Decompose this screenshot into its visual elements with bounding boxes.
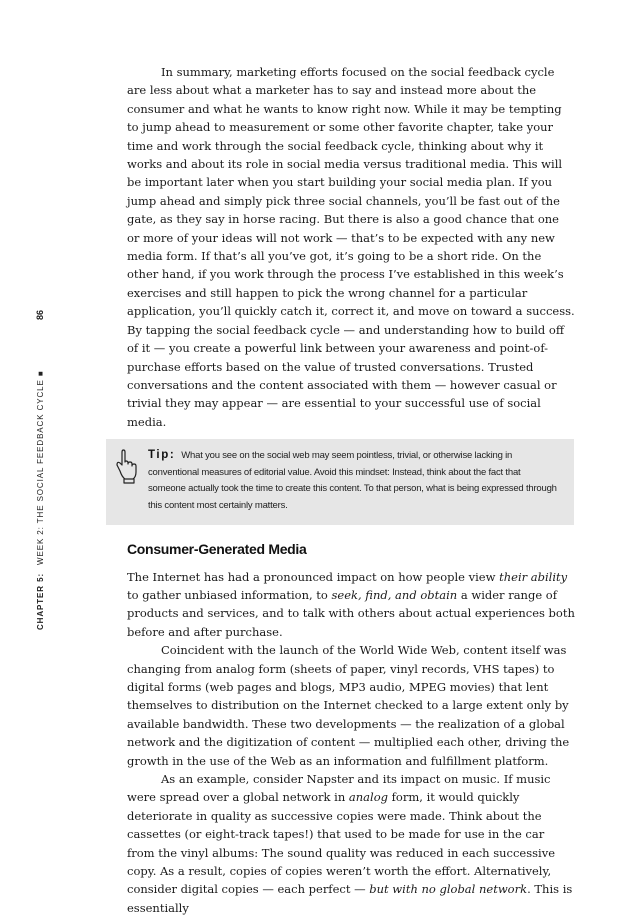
paragraph-digital-content: Coincident with the launch of the World Wide Web, content itself was changing from analog form (sheets of paper, vinyl records, VHS tapes) to digital forms (web pages and blogs, MP3 audio, MPEG movies) that lent themselves to distribution on the Internet checked to a large extent only by available bandwidth. These two developments — the realization of a global network and the digitization of content — multiplied each other, driving the growth in the use of the Web as an information and fulfillment platform. [127, 643, 570, 768]
paragraph-summary: In summary, marketing efforts focused on the social feedback cycle are less about what a marketer has to say and instead more about the consumer and what he wants to know right now. While it may be tempting to jump ahead to measurement or some other favorite chapter, take your time and work through the social feedback cycle, thinking about why it works and about its role in social media versus traditional media. This will be important later when you start building your social media plan. If you jump ahead and simply pick three social channels, you’ll be fast out of the gate, as they say in horse racing. But there is also a good chance that one or more of your ideas will not work — that’s to be expected with any new media form. If that’s all you’ve got, it’s going to be a short ride. On the other hand, if you work through the process I’ve established in this week’s exercises and still happen to pick the wrong channel for a particular application, you’ll quickly catch it, correct it, and move on toward a success. By tapping the social feedback cycle — and understanding how to build off of it — you create a powerful link between your awareness and point-of-purchase efforts based on the value of trusted conversations. Trusted conversations and the content associated with them — however casual or trivial they may appear — are essential to your successful use of social media. [127, 65, 575, 429]
page-body [127, 63, 575, 917]
running-head [29, 310, 51, 630]
tip-text: What you see on the social web may seem pointless, trivial, or otherwise lacking in conventional measures of editorial value. Avoid this mindset: Instead, think about the fact that someone actually took the time to create this content. To that person, what is being expressed through this content most certainly matters. [148, 450, 557, 511]
paragraph-internet-impact: The Internet has had a pronounced impact on how people view their ability to gather unbiased information, to seek, find, and obtain a wider range of products and services, and to talk with others about actual experiences both before and after purchase. [127, 569, 575, 639]
paragraph-napster-example: As an example, consider Napster and its impact on music. If music were spread over a global network in analog form, it would quickly deteriorate in quality as successive copies were made. Think about the cassettes (or eight-track tapes!) that used to be made for use in the car from the vinyl albums: The sound quality was reduced in each successive copy. As a result, copies of copies weren’t worth the effort. Alternatively, consider digital copies — each perfect — but with no global network. This is essentially [127, 771, 573, 915]
section-heading: Consumer-Generated Media [127, 540, 307, 557]
tip-box [106, 439, 574, 524]
section-label: WEEK 2: THE SOCIAL FEEDBACK CYCLE ■ [35, 370, 45, 565]
chapter-label: CHAPTER 5: [35, 572, 45, 630]
tip-label: Tip: [148, 449, 176, 462]
page-number: 86 [35, 310, 45, 321]
pointing-hand-icon [114, 449, 140, 485]
